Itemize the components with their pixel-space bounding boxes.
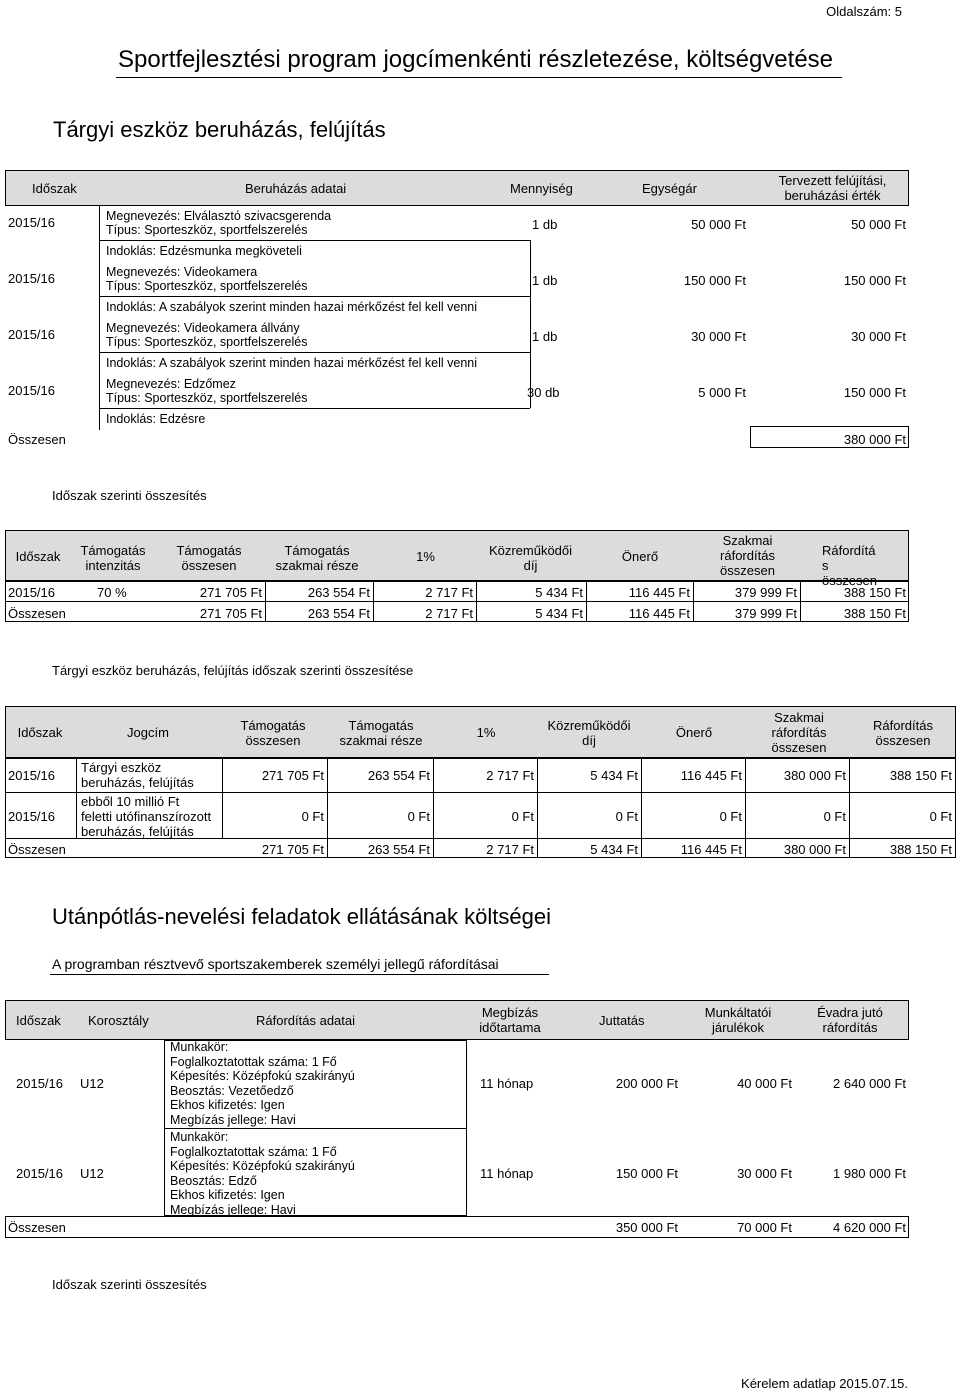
t3-age-group: U12 [80, 1076, 104, 1091]
summary3-title: Időszak szerinti összesítés [52, 1277, 207, 1292]
t3-header-season-expense: Évadra jutó ráfordítás [817, 1005, 883, 1035]
t3-employer-contrib: 40 000 Ft [737, 1076, 792, 1091]
s2-header-one-percent: 1% [476, 725, 496, 740]
row-value: 30 000 Ft [851, 329, 906, 344]
row-reason: Indoklás: Edzésre [106, 412, 206, 426]
s1-one-percent: 2 717 Ft [425, 585, 473, 600]
section-title-youth: Utánpótlás-nevelési feladatok ellátásának költségei [52, 904, 551, 929]
staff-details-separator [164, 1128, 467, 1129]
assets-total-label: Összesen [8, 432, 66, 447]
s2-one-percent: 0 Ft [511, 809, 534, 824]
s2-claim: ebből 10 millió Ft feletti utófinanszírozott beruházás, felújítás [81, 794, 212, 839]
t3-details: Munkakör: Foglalkoztatottak száma: 1 Fő Képesítés: Középfokú szakirányú Beosztás: Edző Ekhos kifizetés: Igen Megbízás jellege: Havi [170, 1130, 355, 1217]
row-name: Megnevezés: Elválasztó szivacsgerenda [106, 209, 332, 223]
summary2-row-separator [5, 792, 956, 793]
s2-support-total: 271 705 Ft [261, 768, 324, 783]
t3-duration: 11 hónap [480, 1166, 534, 1181]
summary1-title: Időszak szerinti összesítés [52, 488, 207, 503]
s2-own-contribution: 116 445 Ft [680, 768, 742, 783]
s1-professional-total: 379 999 Ft [734, 585, 797, 600]
s2-total-own: 116 445 Ft [680, 842, 742, 857]
s1-header-professional-total: Szakmai ráfordítás összesen [720, 533, 775, 578]
s2-header-intermediary-fee: Közreműködői díj [547, 718, 631, 748]
t3-period: 2015/16 [16, 1166, 63, 1181]
row-reason: Indoklás: A szabályok szerint minden hazai mérkőzést fel kell venni [106, 300, 478, 314]
page-number: Oldalszám: 5 [826, 4, 902, 19]
row-unit-price: 5 000 Ft [698, 385, 746, 400]
row-value: 150 000 Ft [843, 273, 906, 288]
s2-support-professional: 263 554 Ft [367, 768, 430, 783]
s1-col-divider [693, 581, 694, 622]
row-reason: Indoklás: Edzésmunka megköveteli [106, 244, 302, 258]
s2-professional-total: 0 Ft [823, 809, 846, 824]
t3-header-pay: Juttatás [599, 1013, 645, 1028]
s2-col-divider [433, 758, 434, 858]
s2-col-divider [849, 758, 850, 858]
s1-period: 2015/16 [8, 585, 55, 600]
s2-total-professional-exp: 380 000 Ft [783, 842, 846, 857]
s1-total-intermediary: 5 434 Ft [535, 606, 583, 621]
t3-total-label: Összesen [8, 1220, 66, 1235]
s1-support-professional: 263 554 Ft [307, 585, 370, 600]
t3-age-group: U12 [80, 1166, 104, 1181]
row-name: Megnevezés: Edzőmez [106, 377, 236, 391]
row-period: 2015/16 [8, 215, 55, 230]
s2-header-support-professional: Támogatás szakmai része [339, 718, 423, 748]
row-quantity: 30 db [527, 385, 560, 400]
s2-header-own-contribution: Önerő [675, 725, 713, 740]
row-value: 50 000 Ft [851, 217, 906, 232]
s1-total-own: 116 445 Ft [628, 606, 690, 621]
header-quantity: Mennyiség [510, 181, 573, 196]
t3-header-period: Időszak [16, 1013, 61, 1028]
s1-col-divider [373, 581, 374, 622]
s2-col-divider [641, 758, 642, 858]
s2-intermediary-fee: 5 434 Ft [590, 768, 638, 783]
assets-row-separator [99, 240, 530, 241]
t3-pay: 200 000 Ft [615, 1076, 678, 1091]
assets-divider [530, 240, 531, 408]
header-unit-price: Egységár [642, 181, 697, 196]
s2-support-total: 0 Ft [301, 809, 324, 824]
s1-total-professional: 263 554 Ft [307, 606, 370, 621]
s2-header-professional-total: Szakmai ráfordítás összesen [771, 710, 827, 755]
s1-total-expense: 388 150 Ft [843, 606, 906, 621]
s2-own-contribution: 0 Ft [719, 809, 742, 824]
s2-expense-total: 0 Ft [929, 809, 952, 824]
s2-col-divider [537, 758, 538, 858]
s1-col-divider [476, 581, 477, 622]
s2-period: 2015/16 [8, 809, 55, 824]
s2-total-label: Összesen [8, 842, 66, 857]
row-unit-price: 30 000 Ft [691, 329, 746, 344]
header-planned-value: Tervezett felújítási, beruházási érték [778, 173, 887, 203]
s2-expense-total: 388 150 Ft [889, 768, 952, 783]
t3-pay: 150 000 Ft [615, 1166, 678, 1181]
s1-header-support-total: Támogatás összesen [176, 543, 242, 573]
header-period: Időszak [32, 181, 77, 196]
s1-total-support: 271 705 Ft [199, 606, 262, 621]
section-title-assets: Tárgyi eszköz beruházás, felújítás [53, 117, 386, 142]
s1-intensity: 70 % [97, 585, 127, 600]
row-name: Megnevezés: Videokamera állvány [106, 321, 300, 335]
row-reason: Indoklás: A szabályok szerint minden hazai mérkőzést fel kell venni [106, 356, 478, 370]
s2-header-expense-total: Ráfordítás összesen [873, 718, 933, 748]
s2-intermediary-fee: 0 Ft [615, 809, 638, 824]
s1-col-divider [800, 581, 801, 622]
s1-total-one-percent: 2 717 Ft [425, 606, 473, 621]
row-period: 2015/16 [8, 271, 55, 286]
s2-period: 2015/16 [8, 768, 55, 783]
s2-col-divider [745, 758, 746, 858]
s1-header-period: Időszak [15, 549, 61, 564]
assets-total-value: 380 000 Ft [843, 432, 906, 447]
s1-header-expense-total: Ráfordítá s összesen [822, 543, 877, 588]
page-title: Sportfejlesztési program jogcímenkénti részletezése, költségvetése [118, 46, 834, 73]
s2-header-support-total: Támogatás összesen [240, 718, 306, 748]
t3-total-season: 4 620 000 Ft [833, 1220, 906, 1235]
section-subtitle-staff: A programban résztvevő sportszakemberek személyi jellegű ráfordításai [52, 956, 499, 972]
s1-intermediary-fee: 5 434 Ft [535, 585, 583, 600]
row-type: Típus: Sporteszköz, sportfelszerelés [106, 279, 308, 293]
row-quantity: 1 db [532, 329, 558, 344]
row-name: Megnevezés: Videokamera [106, 265, 258, 279]
s2-col-divider [76, 758, 77, 838]
summary2-title: Tárgyi eszköz beruházás, felújítás időszak szerinti összesítése [52, 663, 414, 678]
header-investment-data: Beruházás adatai [245, 181, 347, 196]
s2-professional-total: 380 000 Ft [783, 768, 846, 783]
assets-row-separator [99, 352, 530, 353]
row-quantity: 1 db [532, 273, 558, 288]
s1-expense-total: 388 150 Ft [843, 585, 906, 600]
t3-period: 2015/16 [16, 1076, 63, 1091]
s2-col-divider [327, 758, 328, 858]
t3-details: Munkakör: Foglalkoztatottak száma: 1 Fő Képesítés: Középfokú szakirányú Beosztás: Vezetőedző Ekhos kifizetés: Igen Megbízás jellege: Havi [170, 1040, 355, 1127]
t3-employer-contrib: 30 000 Ft [737, 1166, 792, 1181]
row-type: Típus: Sporteszköz, sportfelszerelés [106, 391, 308, 405]
row-period: 2015/16 [8, 383, 55, 398]
s2-claim: Tárgyi eszköz beruházás, felújítás [81, 760, 194, 790]
s2-total-intermediary: 5 434 Ft [590, 842, 638, 857]
s1-support-total: 271 705 Ft [199, 585, 262, 600]
t3-header-expense-data: Ráfordítás adatai [256, 1013, 356, 1028]
assets-row-separator [99, 408, 530, 409]
row-type: Típus: Sporteszköz, sportfelszerelés [106, 223, 308, 237]
s2-col-divider [222, 758, 223, 838]
s2-total-one-percent: 2 717 Ft [486, 842, 534, 857]
summary1-row-separator [5, 601, 909, 602]
footer-form-date: Kérelem adatlap 2015.07.15. [741, 1376, 908, 1391]
s2-header-claim: Jogcím [127, 725, 169, 740]
s2-total-expense: 388 150 Ft [889, 842, 952, 857]
t3-duration: 11 hónap [480, 1076, 534, 1091]
s1-header-intensity: Támogatás intenzitás [80, 543, 146, 573]
s1-header-own-contribution: Önerő [621, 549, 659, 564]
t3-total-contrib: 70 000 Ft [737, 1220, 792, 1235]
t3-total-pay: 350 000 Ft [615, 1220, 678, 1235]
s2-total-professional: 263 554 Ft [367, 842, 430, 857]
s1-col-divider [586, 581, 587, 622]
s1-own-contribution: 116 445 Ft [628, 585, 690, 600]
assets-row-separator [99, 296, 530, 297]
row-value: 150 000 Ft [843, 385, 906, 400]
s1-col-divider [265, 581, 266, 622]
s2-total-support: 271 705 Ft [261, 842, 324, 857]
t3-season-expense: 1 980 000 Ft [833, 1166, 906, 1181]
t3-season-expense: 2 640 000 Ft [833, 1076, 906, 1091]
row-period: 2015/16 [8, 327, 55, 342]
s1-header-support-professional: Támogatás szakmai része [275, 543, 359, 573]
s2-header-period: Időszak [17, 725, 63, 740]
s1-header-intermediary-fee: Közreműködői díj [488, 543, 573, 573]
t3-header-duration: Megbízás időtartama [479, 1005, 541, 1035]
row-quantity: 1 db [532, 217, 558, 232]
row-unit-price: 150 000 Ft [683, 273, 746, 288]
s1-total-professional-exp: 379 999 Ft [734, 606, 797, 621]
t3-header-age-group: Korosztály [88, 1013, 149, 1028]
subtitle-underline [50, 974, 549, 975]
row-unit-price: 50 000 Ft [691, 217, 746, 232]
s1-total-label: Összesen [8, 606, 66, 621]
s2-one-percent: 2 717 Ft [486, 768, 534, 783]
s1-header-one-percent: 1% [416, 549, 435, 564]
title-underline [116, 77, 842, 78]
t3-header-employer-contrib: Munkáltatói járulékok [704, 1005, 772, 1035]
row-type: Típus: Sporteszköz, sportfelszerelés [106, 335, 308, 349]
s2-support-professional: 0 Ft [407, 809, 430, 824]
